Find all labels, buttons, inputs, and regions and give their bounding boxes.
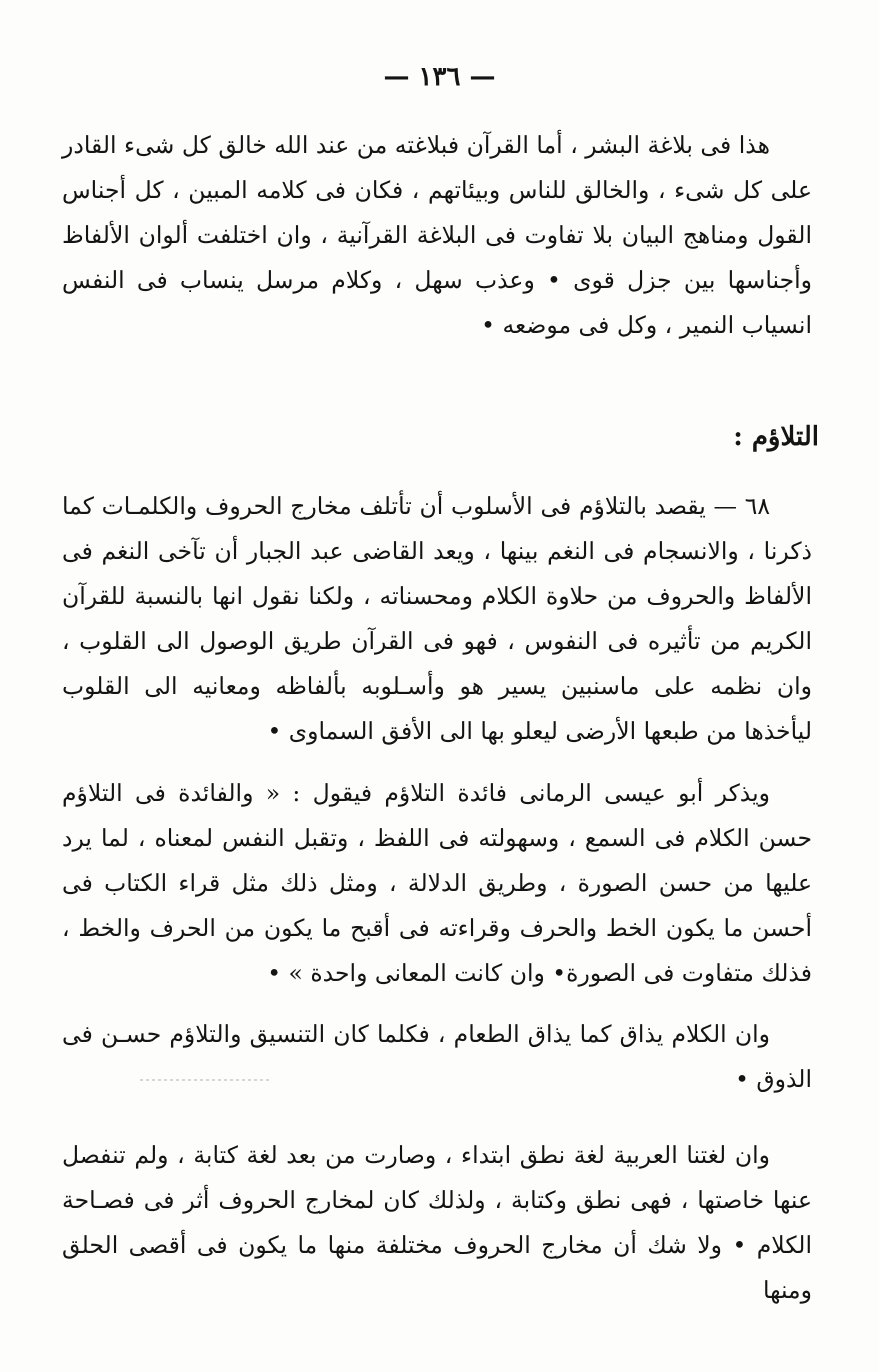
section-heading: التلاؤم : <box>733 422 819 452</box>
print-smudge <box>140 1079 270 1081</box>
paragraph-68: ٦٨ — يقصد بالتلاؤم فى الأسلوب أن تأتلف مخارج الحروف والكلمـات كما ذكرنا ، والانسجام فى النغم بينها ، ويعد القاضى عبد الجبار أن تآخى النغم فى الألفاظ والحروف من حلاوة الكلام ومحسناته ، ولكنا نقول انها بالنسبة للقرآن الكريم من تأثيره فى النفوس ، فهو فى القرآن طريق الوصول الى القلوب ، وان نظمه على ماسنبين يسير هو وأسـلوبه بألفاظه ومعانيه الى القلوب ليأخذها من طبعها الأرضى ليعلو بها الى الأفق السماوى • <box>62 492 812 745</box>
paragraph-intro: هذا فى بلاغة البشر ، أما القرآن فبلاغته من عند الله خالق كل شىء القادر على كل شىء ، والخالق للناس وبيئاتهم ، فكان فى كلامه المبين ، كل أجناس القول ومناهج البيان بلا تفاوت فى البلاغة القرآنية ، وان اختلفت ألوان الألفاظ وأجناسها بين جزل قوى • وعذب سهل ، وكلام مرسل ينساب فى النفس انسياب النمير ، وكل فى موضعه • <box>62 131 812 339</box>
page-number: — ١٣٦ — <box>383 62 496 92</box>
paragraph-arabic-language: وان لغتنا العربية لغة نطق ابتداء ، وصارت من بعد لغة كتابة ، ولم تنفصل عنها خاصتها ، فهى نطق وكتابة ، ولذلك كان لمخارج الحروف أثر فى فصـاحة الكلام • ولا شك أن مخارج الحروف مختلفة منها ما يكون فى أقصى الحلق ومنها <box>62 1141 812 1304</box>
paragraph-rummani: ويذكر أبو عيسى الرمانى فائدة التلاؤم فيقول : « والفائدة فى التلاؤم حسن الكلام فى السمع ، وسهولته فى اللفظ ، وتقبل النفس لمعناه ، لما يرد عليها من حسن الصورة ، وطريق الدلالة ، ومثل ذلك مثل قراء الكتاب فى أحسن ما يكون الخط والحرف وقراءته فى أقبح ما يكون من الحرف والخط ، فذلك متفاوت فى الصورة• وان كانت المعانى واحدة » • <box>62 779 812 987</box>
paragraph-taste: وان الكلام يذاق كما يذاق الطعام ، فكلما كان التنسيق والتلاؤم حسـن فى الذوق • <box>62 1020 812 1093</box>
